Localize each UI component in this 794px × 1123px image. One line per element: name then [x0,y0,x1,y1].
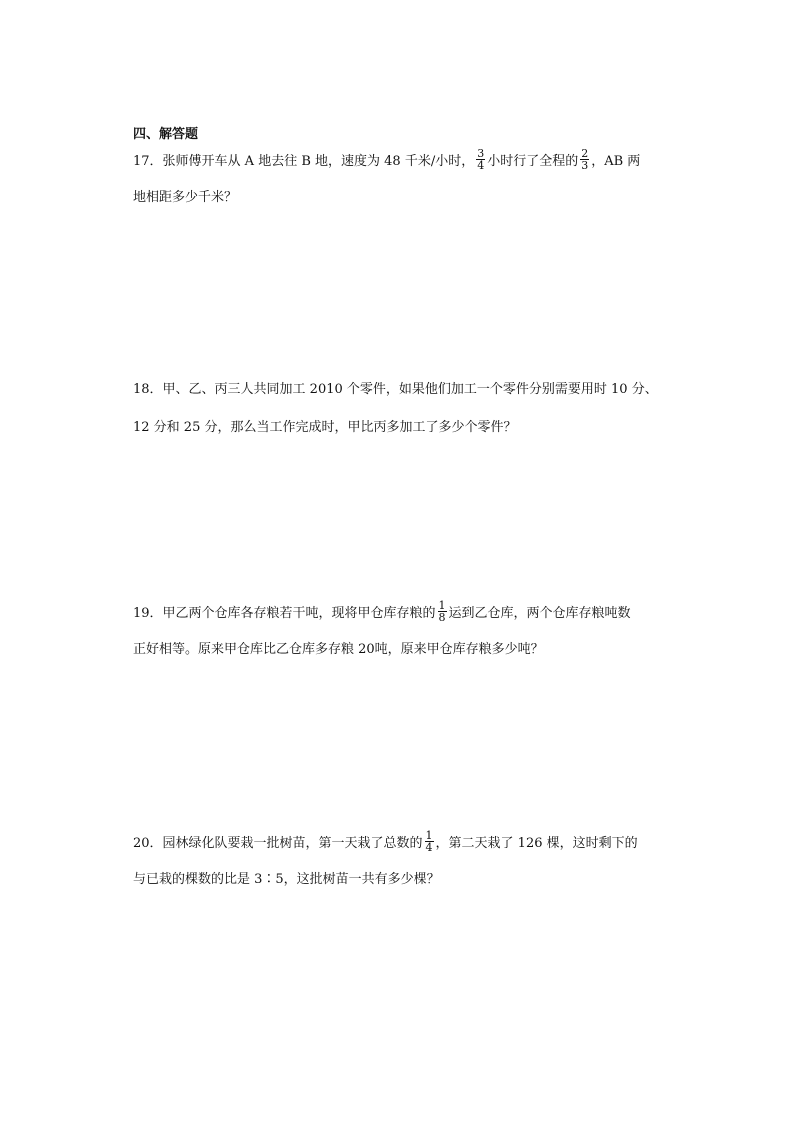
question-19-line-1: 19．甲乙两个仓库各存粮若干吨，现将甲仓库存粮的 $\frac{1}{8}$ 运到乙仓库，两个仓库存粮吨数 [133,599,631,624]
question-17 [133,147,665,208]
question-18 [133,380,665,438]
question-20-line-2: 与已栽的棵数的比是 3∶5，这批树苗一共有多少棵？ [133,872,440,887]
question-18-line-2: 12 分和 25 分，那么当工作完成时，甲比丙多加工了多少个零件？ [133,420,517,435]
fraction-three-quarters: $\frac{3}{4}$ [477,147,485,172]
question-20-line-1: 20．园林绿化队要栽一批树苗，第一天栽了总数的 $\frac{1}{4}$ ，第二天栽了 126 棵，这时剩下的 [133,829,638,854]
question-17-line-1: 17．张师傅开车从 A 地去往 B 地，速度为 48 千米/小时， $\frac{3}{4}$ 小时行了全程的 $\frac{2}{3}$ ，AB 两 [133,147,641,172]
fraction-two-thirds: $\frac{2}{3}$ [581,147,589,172]
question-19-line-2: 正好相等。原来甲仓库比乙仓库多存粮 20吨，原来甲仓库存粮多少吨？ [133,642,544,657]
question-19 [133,599,665,660]
fraction-one-quarter: $\frac{1}{4}$ [425,829,433,854]
question-20 [133,829,665,890]
question-18-line-1: 18．甲、乙、丙三人共同加工 2010 个零件，如果他们加工一个零件分别需要用时 10 分、 [133,382,658,397]
question-17-line-2: 地相距多少千米？ [133,190,238,205]
fraction-one-eighth: $\frac{1}{8}$ [438,599,446,624]
section-title: 四、解答题 [133,127,199,142]
